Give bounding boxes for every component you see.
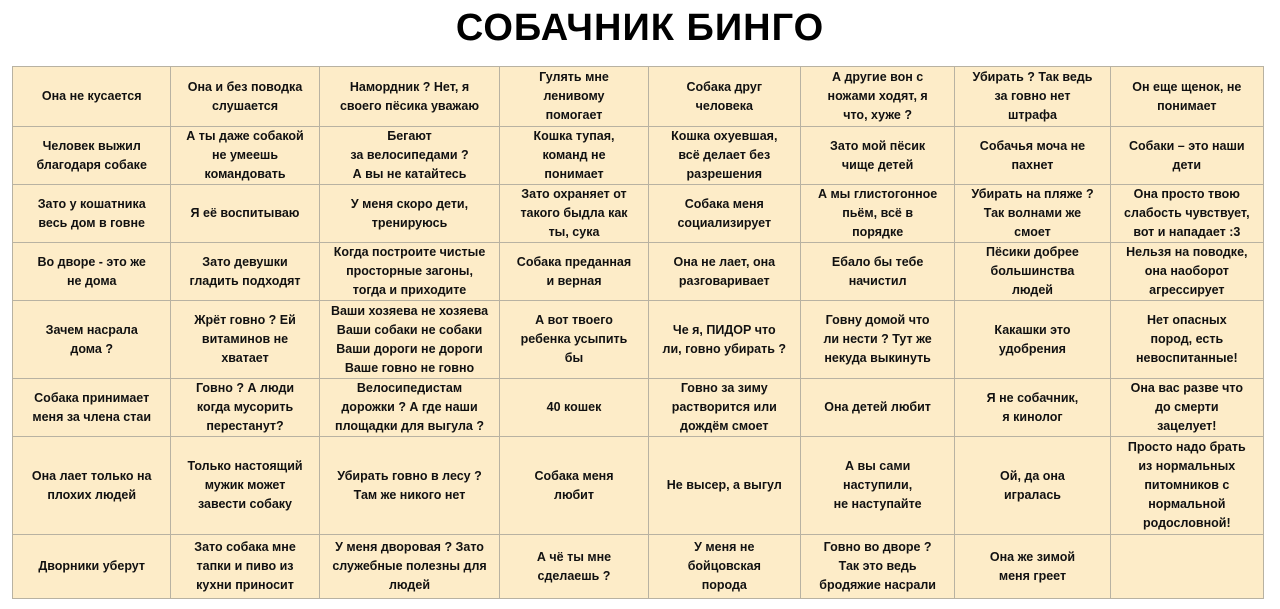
bingo-cell: Зато у кошатника весь дом в говне	[13, 185, 171, 243]
bingo-cell: Она лает только на плохих людей	[13, 437, 171, 535]
bingo-row	[13, 301, 1264, 379]
bingo-cell: Я не собачник, я кинолог	[955, 379, 1110, 437]
bingo-cell: Когда построите чистые просторные загоны, тогда и приходите	[319, 243, 500, 301]
bingo-cell: Она детей любит	[800, 379, 954, 437]
bingo-row	[13, 243, 1264, 301]
bingo-cell: Намордник ? Нет, я своего пёсика уважаю	[319, 67, 500, 127]
bingo-cell: Нет опасных пород, есть невоспитанные!	[1110, 301, 1263, 379]
bingo-cell: Бегают за велосипедами ? А вы не катайтесь	[319, 127, 500, 185]
bingo-cell: Убирать на пляже ? Так волнами же смоет	[955, 185, 1110, 243]
bingo-cell: Только настоящий мужик может завести собаку	[171, 437, 319, 535]
bingo-row	[13, 535, 1264, 599]
bingo-cell: Собачья моча не пахнет	[955, 127, 1110, 185]
bingo-cell: Я её воспитываю	[171, 185, 319, 243]
bingo-cell: Зато собака мне тапки и пиво из кухни приносит	[171, 535, 319, 599]
bingo-cell: Собака друг человека	[648, 67, 800, 127]
bingo-cell: Во дворе - это же не дома	[13, 243, 171, 301]
bingo-cell: Она не кусается	[13, 67, 171, 127]
bingo-cell: Какашки это удобрения	[955, 301, 1110, 379]
bingo-row	[13, 379, 1264, 437]
bingo-cell: А мы глистогонное пьём, всё в порядке	[800, 185, 954, 243]
bingo-cell: Человек выжил благодаря собаке	[13, 127, 171, 185]
bingo-cell: Зато охраняет от такого быдла как ты, сука	[500, 185, 648, 243]
bingo-cell: Зачем насрала дома ?	[13, 301, 171, 379]
bingo-cell: Кошка тупая, команд не понимает	[500, 127, 648, 185]
bingo-cell: Ваши хозяева не хозяева Ваши собаки не собаки Ваши дороги не дороги Ваше говно не говно	[319, 301, 500, 379]
bingo-cell: Не высер, а выгул	[648, 437, 800, 535]
bingo-cell: А вы сами наступили, не наступайте	[800, 437, 954, 535]
bingo-cell: Она не лает, она разговаривает	[648, 243, 800, 301]
bingo-cell: Просто надо брать из нормальных питомников с нормальной родословной!	[1110, 437, 1263, 535]
bingo-cell: Че я, ПИДОР что ли, говно убирать ?	[648, 301, 800, 379]
bingo-cell: Гулять мне ленивому помогает	[500, 67, 648, 127]
bingo-cell: У меня дворовая ? Зато служебные полезны для людей	[319, 535, 500, 599]
bingo-cell: Она просто твою слабость чувствует, вот и нападает :3	[1110, 185, 1263, 243]
bingo-cell: Собака меня любит	[500, 437, 648, 535]
bingo-cell: Он еще щенок, не понимает	[1110, 67, 1263, 127]
page-title: СОБАЧНИК БИНГО	[455, 7, 825, 49]
bingo-cell: Нельзя на поводке, она наоборот агрессирует	[1110, 243, 1263, 301]
bingo-cell: 40 кошек	[500, 379, 648, 437]
bingo-cell: Убирать говно в лесу ? Там же никого нет	[319, 437, 500, 535]
bingo-cell: А чё ты мне сделаешь ?	[500, 535, 648, 599]
bingo-cell: Дворники уберут	[13, 535, 171, 599]
bingo-grid	[12, 66, 1264, 599]
bingo-cell: Жрёт говно ? Ей витаминов не хватает	[171, 301, 319, 379]
bingo-cell	[1110, 535, 1263, 599]
bingo-cell: Она же зимой меня греет	[955, 535, 1110, 599]
bingo-cell: Ой, да она игралась	[955, 437, 1110, 535]
bingo-row	[13, 67, 1264, 127]
bingo-row	[13, 185, 1264, 243]
bingo-cell: Она вас разве что до смерти зацелует!	[1110, 379, 1263, 437]
bingo-cell: А другие вон с ножами ходят, я что, хуже ?	[800, 67, 954, 127]
bingo-cell: А ты даже собакой не умеешь командовать	[171, 127, 319, 185]
bingo-cell: Говно во дворе ? Так это ведь бродяжие насрали	[800, 535, 954, 599]
bingo-cell: Говну домой что ли нести ? Тут же некуда выкинуть	[800, 301, 954, 379]
bingo-cell: А вот твоего ребенка усыпить бы	[500, 301, 648, 379]
bingo-cell: У меня скоро дети, тренируюсь	[319, 185, 500, 243]
bingo-cell: Убирать ? Так ведь за говно нет штрафа	[955, 67, 1110, 127]
bingo-cell: Кошка охуевшая, всё делает без разрешения	[648, 127, 800, 185]
bingo-cell: Собака меня социализирует	[648, 185, 800, 243]
bingo-cell: Ебало бы тебе начистил	[800, 243, 954, 301]
bingo-cell: Говно ? А люди когда мусорить перестанут?	[171, 379, 319, 437]
bingo-cell: Собака преданная и верная	[500, 243, 648, 301]
bingo-cell: У меня не бойцовская порода	[648, 535, 800, 599]
bingo-row	[13, 437, 1264, 535]
bingo-cell: Зато мой пёсик чище детей	[800, 127, 954, 185]
bingo-row	[13, 127, 1264, 185]
bingo-cell: Зато девушки гладить подходят	[171, 243, 319, 301]
bingo-cell: Пёсики добрее большинства людей	[955, 243, 1110, 301]
bingo-cell: Велосипедистам дорожки ? А где наши площадки для выгула ?	[319, 379, 500, 437]
bingo-cell: Собаки – это наши дети	[1110, 127, 1263, 185]
bingo-cell: Собака принимает меня за члена стаи	[13, 379, 171, 437]
bingo-cell: Она и без поводка слушается	[171, 67, 319, 127]
bingo-cell: Говно за зиму растворится или дождём смоет	[648, 379, 800, 437]
